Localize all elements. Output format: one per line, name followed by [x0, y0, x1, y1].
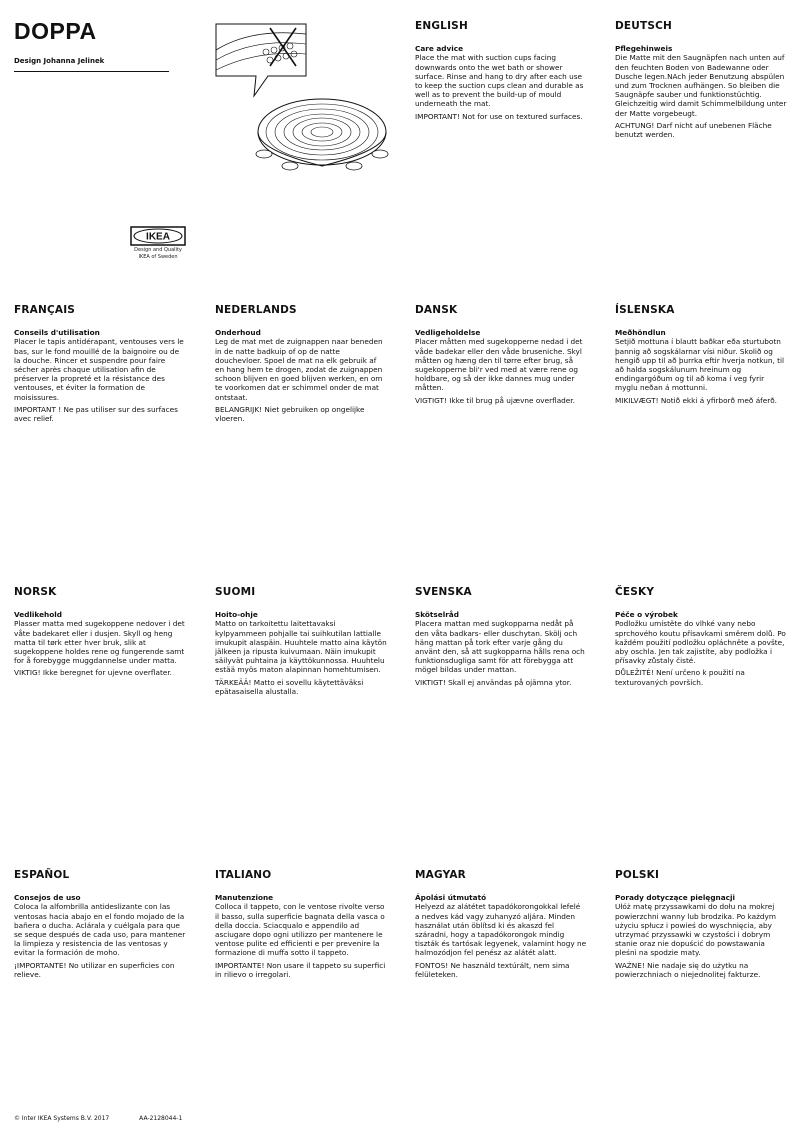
section-title: Vedligeholdelse: [415, 328, 481, 338]
section-warning: FONTOS! Ne használd textúrált, nem sima felületeken.: [415, 960, 570, 979]
language-heading: NEDERLANDS: [215, 304, 297, 316]
copyright-notice: © Inter IKEA Systems B.V. 2017: [14, 1115, 110, 1122]
section-english: [415, 22, 587, 124]
language-heading: SUOMI: [215, 586, 256, 598]
section-suomi: [215, 588, 387, 699]
section-warning: VIGTIGT! Ikke til brug på ujævne overflader.: [415, 395, 575, 405]
language-heading: FRANÇAIS: [14, 304, 76, 316]
section-title: Manutenzione: [215, 893, 274, 903]
language-heading: NORSK: [14, 586, 57, 598]
section-title: Skötselråd: [415, 610, 459, 620]
section-body: Ułóż matę przyssawkami do dołu na mokrej powierzchni wanny lub brodzika. Po każdym użyciu spłucz i powieś do wyschnięcia, aby utrzymać przyssawki w czystości i dobrym stanie oraz nie dopuścić do powstawania pleśni na spodzie maty.: [615, 902, 776, 958]
section-warning: IMPORTANTE! Non usare il tappeto su superfici in rilievo o irregolari.: [215, 960, 386, 979]
section-title: Care advice: [415, 44, 464, 54]
designer-credit: Design Johanna Jelinek: [14, 57, 169, 72]
section-body: Plasser matta med sugekoppene nedover i det våte badekaret eller i dusjen. Skyll og heng matta til tørk etter hver bruk, slik at sugekoppene holdes rene og fungerende samt for å forebygge muggdannelse under matta.: [14, 619, 185, 666]
section-italiano: [215, 871, 387, 982]
section-warning: IMPORTANT! Not for use on textured surfaces.: [415, 111, 583, 121]
section-warning: WAŻNE! Nie nadaje się do użytku na powierzchniach o niejednolitej fakturze.: [615, 960, 761, 979]
ikea-wordmark: IKEA: [146, 231, 170, 243]
section-body: Place the mat with suction cups facing downwards onto the wet bath or shower surface. Rinse and hang to dry after each use to keep the suction cups clean and durable as well as to prevent the build-up of mould underneath the mat.: [415, 53, 584, 109]
mat-illustration: [212, 20, 398, 180]
section-body: Placera mattan med sugkopparna nedåt på den våta badkars- eller duschytan. Skölj och häng mattan på tork efter varje gång du använt den, så att sugkopparna hålls rena och funktionsdugliga samt för att förebygga att mögel bildas under mattan.: [415, 619, 585, 675]
section-warning: VIKTIG! Ikke beregnet for ujevne overflater.: [14, 668, 172, 678]
section-warning: TÄRKEÄÄ! Matto ei sovellu käytettäväksi epätasaisella alustalla.: [215, 677, 364, 696]
section-title: Porady dotyczące pielęgnacji: [615, 893, 735, 903]
section-cesky: [615, 588, 787, 690]
section-body: Setjið mottuna í blautt baðkar eða sturtubotn þannig að sogskálarnar vísi niður. Skolið og hengið upp til að þurrka eftir hverja notkun, til að halda sogskálunum hreinum og endingargóðum og til að koma í veg fyrir myglu neðan á mottunni.: [615, 337, 785, 393]
page-footer: [14, 1115, 210, 1122]
section-title: Pflegehinweis: [615, 44, 673, 54]
section-warning: IMPORTANT ! Ne pas utiliser sur des surfaces avec relief.: [14, 404, 178, 424]
language-heading: ENGLISH: [415, 20, 468, 32]
section-title: Consejos de uso: [14, 893, 81, 903]
language-heading: ITALIANO: [215, 869, 272, 881]
section-svenska: [415, 588, 587, 690]
section-title: Hoito-ohje: [215, 610, 258, 620]
section-title: Conseils d'utilisation: [14, 328, 100, 338]
language-heading: ČESKY: [615, 586, 655, 598]
section-magyar: [415, 871, 587, 982]
language-heading: DANSK: [415, 304, 458, 316]
section-title: Meðhöndlun: [615, 328, 666, 338]
section-title: Péče o výrobek: [615, 610, 678, 620]
section-body: Colloca il tappeto, con le ventose rivolte verso il basso, sulla superficie bagnata della vasca o della doccia. Sciacqualo e appendilo ad asciugare dopo ogni utilizzo per mantenere le ventose pulite ed efficienti e per prevenire la formazione di muffa sotto il tappeto.: [215, 902, 385, 958]
language-heading: SVENSKA: [415, 586, 472, 598]
section-warning: VIKTIGT! Skall ej användas på ojämna ytor.: [415, 677, 572, 687]
product-name: DOPPA: [14, 18, 97, 44]
language-heading: ESPAÑOL: [14, 869, 70, 881]
section-title: Onderhoud: [215, 328, 261, 338]
section-warning: ¡IMPORTANTE! No utilizar en superficies con relieve.: [14, 960, 175, 979]
section-polski: [615, 871, 787, 982]
section-deutsch: [615, 22, 787, 142]
language-heading: ÍSLENSKA: [615, 304, 675, 316]
section-nederlands: [215, 306, 387, 426]
section-body: Helyezd az alátétet tapadókorongokkal lefelé a nedves kád vagy zuhanyzó aljára. Minden használat után öblítsd ki és akaszd fel száradni, hogy a tapadókorongok mindig tiszták és tartósak legyenek, valamint hogy ne halmozódjon fel penész az alátét alatt.: [415, 902, 587, 958]
logo-tagline-2: IKEA of Sweden: [138, 254, 178, 260]
language-heading: MAGYAR: [415, 869, 466, 881]
section-warning: BELANGRIJK! Niet gebruiken op ongelijke vloeren.: [215, 404, 365, 424]
section-warning: ACHTUNG! Darf nicht auf unebenen Fläche benutzt werden.: [615, 120, 772, 140]
ikea-logo: [128, 226, 188, 266]
article-number: AA-2128044-1: [139, 1115, 183, 1122]
section-warning: DŮLEŽITÉ! Není určeno k použití na texturovaných površích.: [615, 668, 745, 687]
brand-header: [14, 18, 169, 72]
section-body: Matto on tarkoitettu laitettavaksi kylpyammeen pohjalle tai suihkutilan lattialle imukupit alaspäin. Huuhtele matto aina käytön jälkeen ja ripusta kuivumaan. Näin imukupit säilyvät puhtaina ja käyttökunnossa. Huuhtelu estää myös maton alapinnan homehtumisen.: [215, 619, 387, 675]
section-dansk: [415, 306, 587, 408]
section-body: Die Matte mit den Saugnäpfen nach unten auf den feuchten Boden von Badewanne oder Dusche legen.NAch jeder Benutzung abspülen und zum Trocknen aufhängen. So bleiben die Saugnäpfe sauber und funktionstüchtig. Gleichzeitig wird damit Schimmelbildung unter der Matte vorgebeugt.: [615, 53, 787, 118]
section-norsk: [14, 588, 186, 681]
section-islenska: [615, 306, 787, 408]
section-body: Podložku umístěte do vlhké vany nebo sprchového koutu přísavkami směrem dolů. Po každém použití podložku opláchněte a povšte, aby oschla. Jen tak zajistíte, aby podložka i přísavky zůstaly čisté.: [615, 619, 786, 666]
section-body: Placer måtten med sugekopperne nedad i det våde badekar eller den våde bruseniche. Skyl måtten og hæng den til tørre efter brug, så sugekopperne bli'r ved med at være rene og holdbare, og så der ikke dannes mug under måtten.: [415, 337, 583, 393]
section-warning: MIKILVÆGT! Notið ekki á yfirborð með áferð.: [615, 395, 778, 405]
section-title: Vedlikehold: [14, 610, 62, 620]
language-heading: POLSKI: [615, 869, 660, 881]
section-francais: [14, 306, 186, 426]
language-heading: DEUTSCH: [615, 20, 673, 32]
logo-tagline-1: Design and Quality: [134, 247, 182, 253]
section-body: Placer le tapis antidérapant, ventouses vers le bas, sur le fond mouillé de la baignoire ou de la douche. Rincer et suspendre pour faire sécher après chaque utilisation afin de préserver la propreté et la résistance des ventouses, et éviter la formation de moisissures.: [14, 337, 184, 402]
section-espanol: [14, 871, 186, 982]
section-body: Coloca la alfombrilla antideslizante con las ventosas hacia abajo en el fondo mojado de la bañera o ducha. Aclárala y cuélgala para que se seque después de cada uso, para mantener la limpieza y resistencia de las ventosas y evitar la formación de moho.: [14, 902, 186, 958]
section-body: Leg de mat met de zuignappen naar beneden in de natte badkuip of op de natte douchevloer. Spoel de mat na elk gebruik af en hang hem te drogen, zodat de zuignappen schoon blijven en goed blijven werken, en om te voorkomen dat er schimmel onder de mat ontstaat.: [215, 337, 383, 402]
section-title: Ápolási útmutató: [415, 893, 487, 903]
